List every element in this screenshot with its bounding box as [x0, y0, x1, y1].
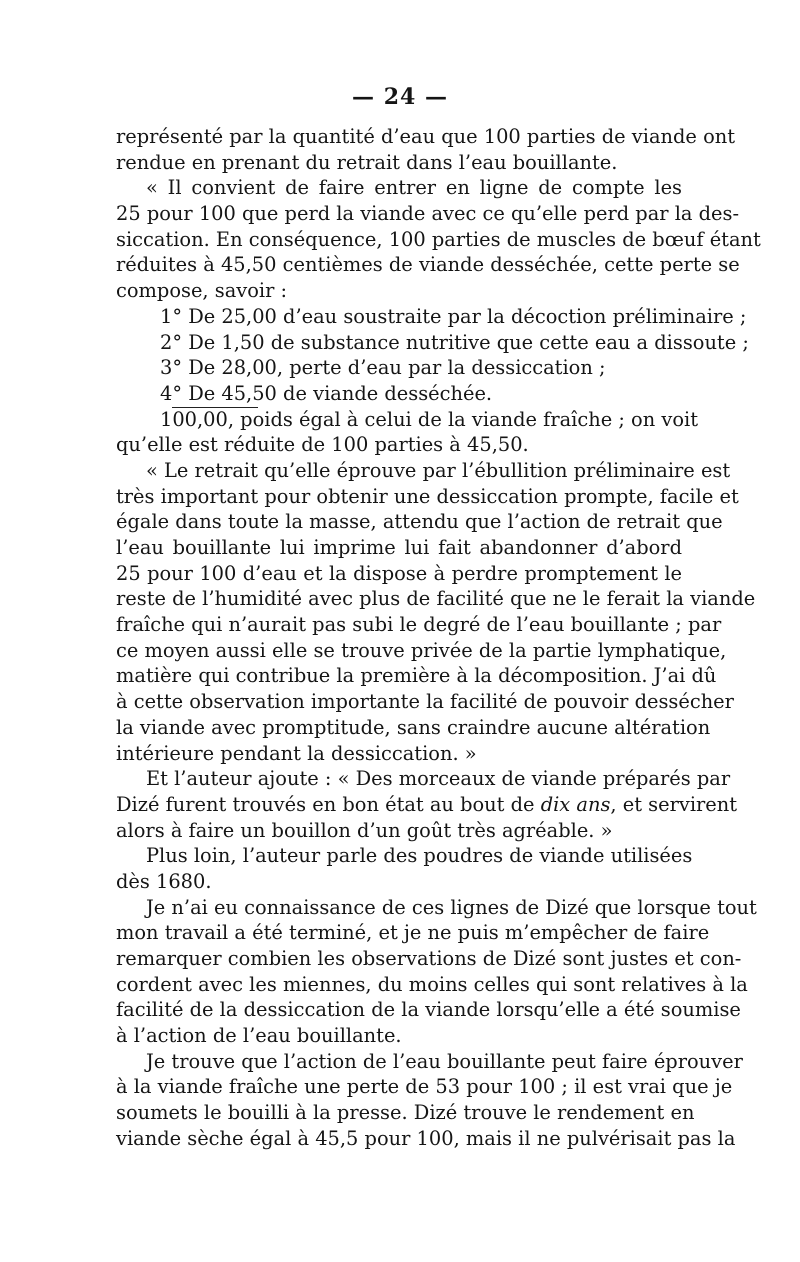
text-line: soumets le bouilli à la presse. Dizé trouve le rendement en — [116, 1101, 695, 1125]
text-line: qu’elle est réduite de 100 parties à 45,50. — [116, 433, 529, 457]
text-line: à la viande fraîche une perte de 53 pour 100 ; il est vrai que je — [116, 1075, 733, 1099]
text-line: représenté par la quantité d’eau que 100 parties de viande ont — [116, 125, 736, 148]
text-line: la viande avec promptitude, sans craindre aucune altération — [116, 715, 711, 739]
text-line: facilité de la dessiccation de la viande lorsqu’elle a été soumise — [116, 998, 741, 1022]
text-line: réduites à 45,50 centièmes de viande desséchée, cette perte se — [116, 253, 740, 277]
page-number: — 24 — — [352, 84, 448, 110]
text-line: 25 pour 100 d’eau et la dispose à perdre promptement le — [116, 561, 682, 585]
text-line: à cette observation importante la facilité de pouvoir dessécher — [116, 690, 734, 714]
text-line — [116, 792, 738, 818]
text-line: à l’action de l’eau bouillante. — [116, 1024, 402, 1048]
text-line: rendue en prenant du retrait dans l’eau bouillante. — [116, 150, 618, 174]
text-line: siccation. En conséquence, 100 parties de muscles de bœuf étant — [116, 227, 761, 251]
text-line: Je n’ai eu connaissance de ces lignes de Dizé que lorsque tout — [146, 895, 757, 919]
text-line: Plus loin, l’auteur parle des poudres de viande utilisées — [146, 844, 693, 868]
sum-rule — [172, 407, 258, 408]
text-line: fraîche qui n’aurait pas subi le degré de l’eau bouillante ; par — [116, 613, 722, 637]
text-line: viande sèche égal à 45,5 pour 100, mais il ne pulvérisait pas la — [116, 1126, 736, 1150]
text-run: Dizé furent trouvés en bon état au bout de — [116, 792, 535, 816]
text-line: égale dans toute la masse, attendu que l’action de retrait que — [116, 510, 723, 534]
text-line: dès 1680. — [116, 869, 212, 893]
text-line: « Il convient de faire entrer en ligne de compte les — [146, 176, 682, 200]
text-line: Je trouve que l’action de l’eau bouillante peut faire éprouver — [146, 1049, 743, 1073]
list-item: 2° De 1,50 de substance nutritive que cette eau a dissoute ; — [160, 330, 749, 354]
text-line: compose, savoir : — [116, 279, 288, 303]
text-line: matière qui contribue la première à la décomposition. J’ai dû — [116, 664, 717, 688]
text-line: 25 pour 100 que perd la viande avec ce qu’elle perd par la des- — [116, 202, 740, 226]
list-item: 4° De 45,50 de viande desséchée. — [160, 381, 493, 405]
text-line: l’eau bouillante lui imprime lui fait abandonner d’abord — [116, 536, 682, 559]
list-item: 3° De 28,00, perte d’eau par la dessiccation ; — [160, 356, 606, 380]
text-line: remarquer combien les observations de Dizé sont justes et con- — [116, 947, 742, 970]
body-text — [116, 124, 761, 1152]
list-item: 1° De 25,00 d’eau soustraite par la décoction préliminaire ; — [160, 304, 747, 328]
text-line: intérieure pendant la dessiccation. » — [116, 741, 477, 765]
text-line: ce moyen aussi elle se trouve privée de la partie lymphatique, — [116, 638, 727, 662]
text-line: cordent avec les miennes, du moins celles qui sont relatives à la — [116, 972, 748, 996]
text-run: , et servirent — [610, 792, 738, 816]
text-line: reste de l’humidité avec plus de facilité que ne le ferait la viande — [116, 587, 756, 611]
text-line: « Le retrait qu’elle éprouve par l’ébullition préliminaire est — [146, 458, 731, 482]
text-line: Et l’auteur ajoute : « Des morceaux de viande préparés par — [146, 767, 731, 791]
italic-run: dix ans — [540, 792, 611, 816]
text-line: alors à faire un bouillon d’un goût très agréable. » — [116, 818, 613, 842]
text-line: mon travail a été terminé, et je ne puis m’empêcher de faire — [116, 921, 710, 945]
text-line: 100,00, poids égal à celui de la viande fraîche ; on voit — [160, 407, 698, 431]
text-line: très important pour obtenir une dessiccation prompte, facile et — [116, 484, 739, 508]
